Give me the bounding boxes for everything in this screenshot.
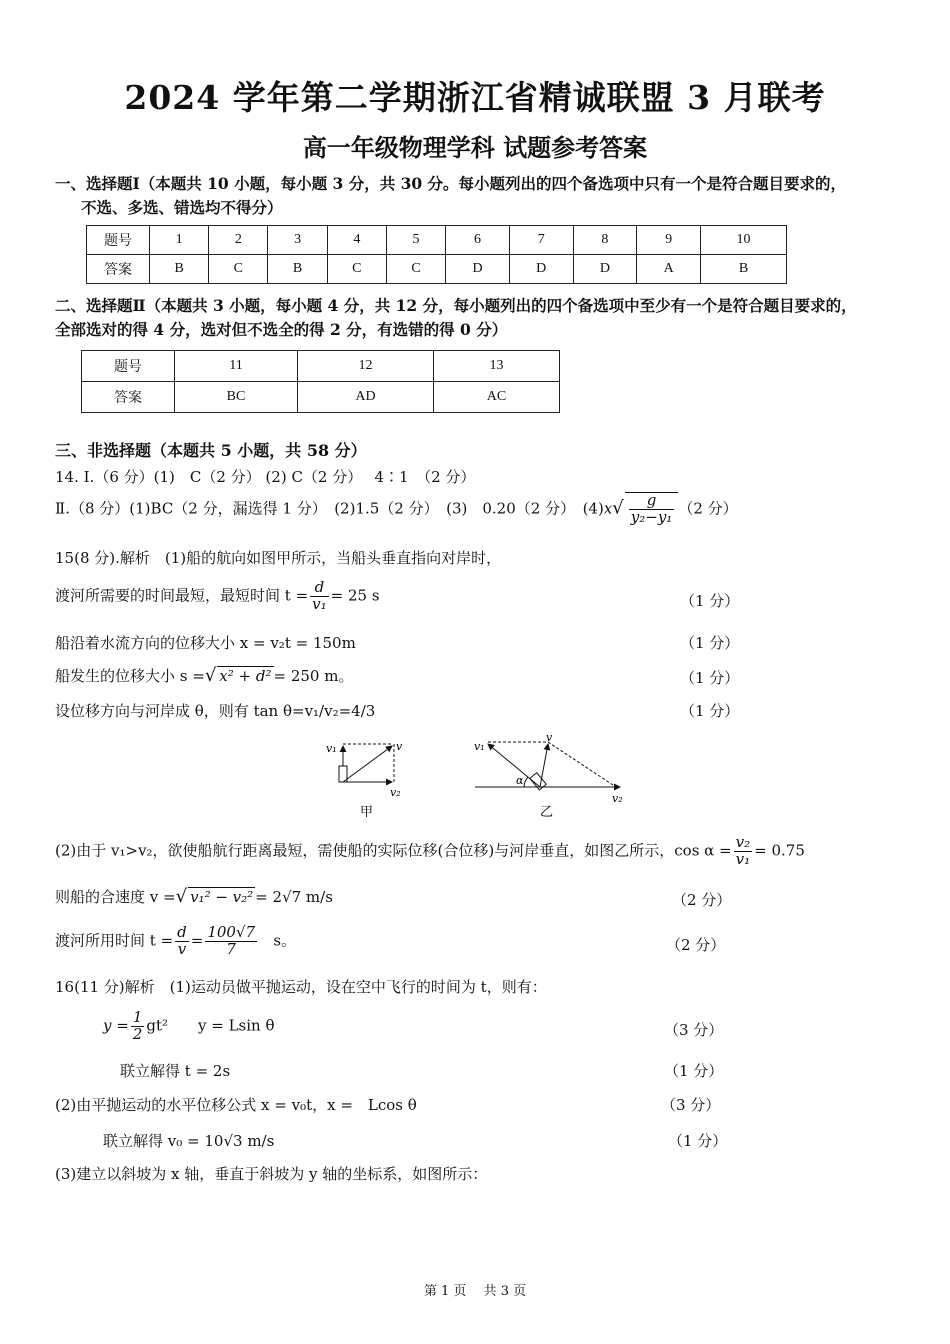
section3-heading: 三、非选择题（本题共 5 小题，共 58 分） (55, 441, 367, 460)
table-cell-q12: 12 (298, 351, 434, 382)
q14-frac-num: g (629, 493, 675, 510)
score-label: （3 分） (664, 1021, 724, 1039)
table-cell-q11: 11 (175, 351, 298, 382)
caption-jia: 甲 (360, 805, 374, 820)
table-cell-a12: AD (298, 382, 434, 413)
q15-line5 (55, 835, 805, 868)
arrow-v (343, 746, 392, 782)
table-cell-a3: B (268, 255, 327, 284)
table-cell-a5: C (386, 255, 445, 284)
table-cell-a13: AC (434, 382, 560, 413)
frac-den: 2 (132, 1024, 143, 1043)
table-cell-a4: C (327, 255, 386, 284)
score-label: （1 分） (680, 702, 740, 720)
table-cell-q8: 8 (573, 226, 637, 255)
q15-line3-radicand: x² + d² (219, 667, 272, 685)
table-cell-q13: 13 (434, 351, 560, 382)
table-cell-q2: 2 (209, 226, 268, 255)
row-label-answer: 答案 (87, 255, 150, 284)
label-v2: v₂ (390, 786, 401, 799)
q16-line2: 联立解得 t = 2s (120, 1062, 231, 1080)
score-label: （3 分） (661, 1096, 721, 1114)
score-label: （1 分） (668, 1132, 728, 1150)
table-cell-a8: D (573, 255, 637, 284)
table-row-answers (87, 255, 787, 284)
q15-line5-text: (2)由于 v₁>v₂，欲使船航行距离最短，需使船的实际位移(合位移)与河岸垂直，如图乙所示，cos α = (55, 841, 732, 860)
score-label: （1 分） (680, 634, 740, 652)
score-label: （2 分） (672, 891, 732, 909)
q15-line3-text: 船发生的位移大小 s = (55, 667, 205, 685)
q15-line3-result: = 250 m。 (273, 667, 354, 685)
score-label: （1 分） (664, 1062, 724, 1080)
q15-line5-result: = 0.75 (754, 841, 805, 860)
label-alpha: α (516, 774, 524, 787)
row-label-question: 题号 (82, 351, 175, 382)
table-cell-a10: B (700, 255, 786, 284)
table-cell-q6: 6 (446, 226, 510, 255)
q16-line1-text: y = (103, 1016, 129, 1035)
q15-line6: 则船的合速度 v =√ v₁² − v₂² = 2√7 m/s (55, 886, 333, 907)
q16-line5: (3)建立以斜坡为 x 轴，垂直于斜坡为 y 轴的坐标系，如图所示： (55, 1165, 488, 1183)
table-cell-a7: D (509, 255, 573, 284)
angle-arc (524, 777, 528, 787)
q14-part2-var: x (603, 499, 613, 518)
q15-line6-radicand: v₁² − v₂² (190, 888, 254, 906)
table-cell-a9: A (637, 255, 701, 284)
q15-line2: 船沿着水流方向的位移大小 x = v₂t = 150m (55, 634, 356, 652)
q15-line7-unit: s。 (273, 931, 297, 950)
table-cell-q7: 7 (509, 226, 573, 255)
q16-line3: (2)由平抛运动的水平位移公式 x = v₀t，x = Lcos θ (55, 1096, 417, 1114)
frac-num: d (310, 580, 329, 597)
frac-num: v₂ (735, 833, 751, 851)
q15-line1-text: 渡河所需要的时间最短，最短时间 t = (55, 586, 309, 605)
q15-heading: 15(8 分).解析 (1)船的航向如图甲所示，当船头垂直指向对岸时， (55, 549, 502, 567)
table-cell-q10: 10 (700, 226, 786, 255)
q16-line1-rest: gt² y = Lsin θ (146, 1016, 275, 1035)
q15-line7-text: 渡河所用时间 t = (55, 931, 174, 950)
row-label-answer: 答案 (82, 382, 175, 413)
frac-num: 100√7 (207, 923, 256, 941)
score-label: （2 分） (666, 936, 726, 954)
answer-table-2 (81, 350, 560, 413)
q14-part2-score: （2 分） (678, 499, 738, 518)
q15-line1 (55, 580, 380, 613)
q15-line6-result: = 2√7 m/s (255, 888, 333, 906)
q16-line1 (103, 1010, 275, 1043)
q15-line4: 设位移方向与河岸成 θ，则有 tan θ=v₁/v₂=4/3 (55, 702, 376, 720)
frac-den: 7 (226, 939, 236, 958)
table-cell-q4: 4 (327, 226, 386, 255)
answer-table-1 (86, 225, 787, 284)
table-row-answers (82, 382, 560, 413)
label-v1: v₁ (326, 742, 337, 755)
q16-line4: 联立解得 v₀ = 10√3 m/s (103, 1132, 275, 1150)
label-v2: v₂ (612, 792, 623, 805)
arrow-v (540, 744, 548, 787)
label-v: v (546, 732, 553, 744)
frac-den: v (177, 939, 187, 958)
q14-part1: 14. Ⅰ.（6 分）(1) C（2 分） (2) C（2 分） 4∶1 （2 分） (55, 468, 476, 486)
q15-line1-result: = 25 s (330, 586, 380, 605)
table-cell-a11: BC (175, 382, 298, 413)
figure-jia (326, 740, 403, 820)
q14-part2: Ⅱ.（8 分）(1)BC（2 分，漏选得 1 分） (2)1.5（2 分） (3) 0.20（2 分） (4)x√ $\frac{g}{\text{y₂−y₁}}$ （2 分） (55, 491, 738, 526)
table-cell-a6: D (446, 255, 510, 284)
page-footer: 第 1 页 共 3 页 (423, 1284, 527, 1299)
page-title: 2024 学年第二学期浙江省精诚联盟 3 月联考 (124, 78, 826, 117)
frac-num: d (177, 923, 187, 941)
score-label: （1 分） (680, 669, 740, 687)
table-cell-a2: C (209, 255, 268, 284)
dashed-line (548, 742, 616, 787)
q15-line3: 船发生的位移大小 s =√ x² + d² = 250 m。 (55, 665, 354, 686)
table-row-questions (87, 226, 787, 255)
section2-heading-line2: 全部选对的得 4 分，选对但不选全的得 2 分，有选错的得 0 分） (55, 320, 508, 339)
caption-yi: 乙 (540, 805, 554, 820)
label-v1: v₁ (474, 740, 485, 753)
velocity-diagram (320, 732, 640, 822)
table-row-questions (82, 351, 560, 382)
table-cell-q1: 1 (150, 226, 209, 255)
q14-frac-den: y₂−y₁ (630, 507, 673, 526)
q14-part2-text: Ⅱ.（8 分）(1)BC（2 分，漏选得 1 分） (2)1.5（2 分） (3) 0.20（2 分） (4) (55, 499, 604, 518)
section2-heading-line1: 二、选择题Ⅱ（本题共 3 小题，每小题 4 分，共 12 分，每小题列出的四个备选项中至少有一个是符合题目要求的， (55, 296, 857, 315)
section1-heading-line2: 不选、多选、错选均不得分） (81, 198, 283, 217)
score-label: （1 分） (680, 592, 740, 610)
frac-den: v₁ (312, 594, 327, 613)
table-cell-a1: B (150, 255, 209, 284)
table-cell-q9: 9 (637, 226, 701, 255)
figure-yi (474, 732, 623, 820)
label-v: v (396, 740, 403, 753)
q15-line7: 渡河所用时间 t = $\frac{d}{v}$ = $\frac{100√7}{7}$ s。 (55, 923, 297, 958)
row-label-question: 题号 (87, 226, 150, 255)
section1-heading-line1: 一、选择题Ⅰ（本题共 10 小题，每小题 3 分，共 30 分。每小题列出的四个备选项中只有一个是符合题目要求的， (55, 174, 847, 193)
table-cell-q3: 3 (268, 226, 327, 255)
q15-line6-text: 则船的合速度 v = (55, 888, 176, 906)
q16-heading: 16(11 分)解析 (1)运动员做平抛运动，设在空中飞行的时间为 t，则有： (55, 978, 547, 996)
frac-num: 1 (132, 1008, 143, 1026)
table-cell-q5: 5 (386, 226, 445, 255)
page-subtitle: 高一年级物理学科 试题参考答案 (302, 133, 648, 162)
frac-den: v₁ (735, 849, 751, 868)
